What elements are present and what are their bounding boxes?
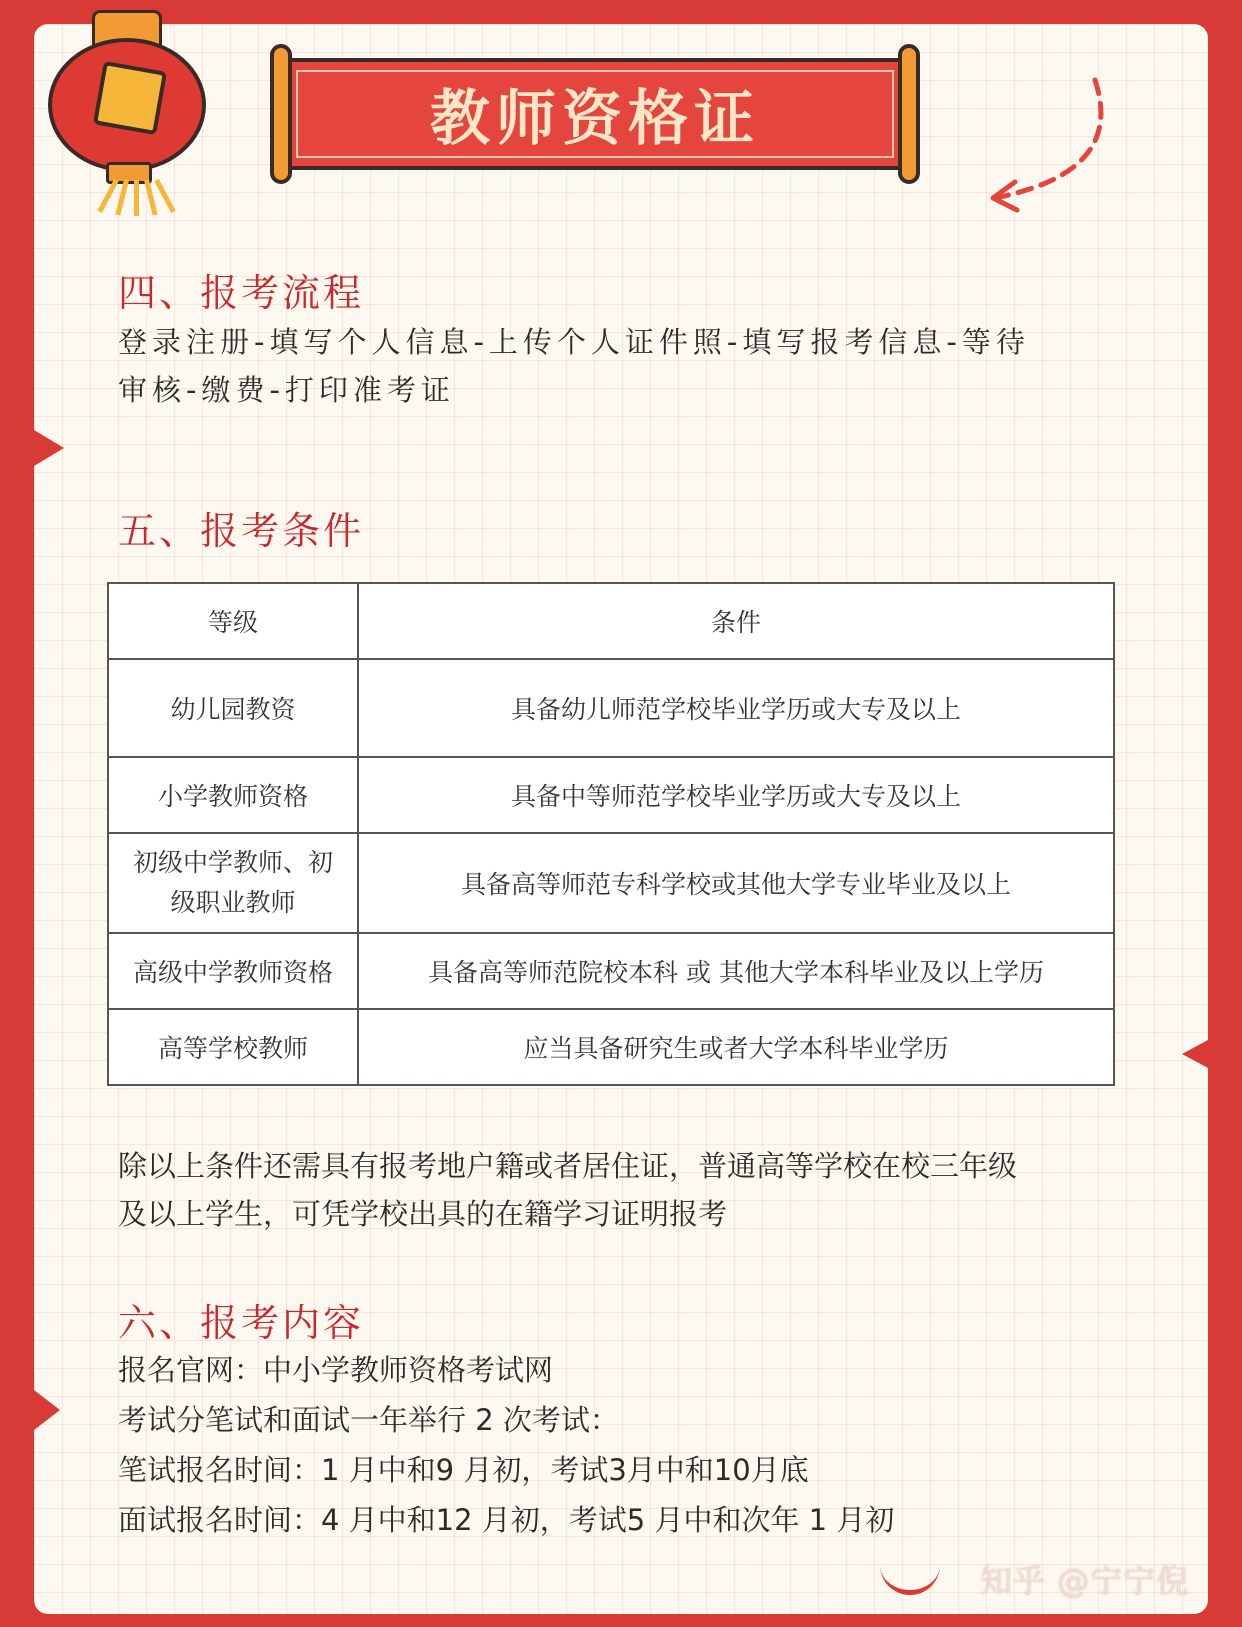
table-header-row (108, 583, 1114, 659)
scroll-body (286, 58, 904, 170)
table-cell-level-line-1: 初级中学教师、初 (132, 848, 333, 877)
watermark: 知乎 @宁宁倪 (980, 1562, 1190, 1600)
table-cell-condition: 具备幼儿师范学校毕业学历或大专及以上 (358, 659, 1114, 757)
table-cell-level: 幼儿园教资 (108, 659, 358, 757)
lantern-seal (93, 61, 167, 135)
lantern-tassel (154, 179, 175, 213)
table-cell-condition: 应当具备研究生或者大学本科毕业学历 (358, 1009, 1114, 1085)
table-row (108, 833, 1114, 933)
conditions-note-line-2: 及以上学生，可凭学校出具的在籍学习证明报考 (118, 1197, 728, 1231)
table-cell-level: 高级中学教师资格 (108, 933, 358, 1009)
table-header-level: 等级 (108, 583, 358, 659)
content-line-2: 考试分笔试和面试一年举行 2 次考试： (118, 1403, 619, 1437)
dashed-arrow-icon (985, 70, 1125, 220)
table-cell-level: 高等学校教师 (108, 1009, 358, 1085)
content-line-1: 报名官网：中小学教师资格考试网 (118, 1353, 554, 1387)
table-cell-level (108, 833, 358, 933)
torn-edge-left-top (34, 430, 64, 466)
table-row (108, 933, 1114, 1009)
process-line-1: 登录注册-填写个人信息-上传个人证件照-填写报考信息-等待 (118, 325, 1030, 359)
table-row (108, 757, 1114, 833)
lantern-tassel (115, 179, 129, 215)
table-cell-level: 小学教师资格 (108, 757, 358, 833)
scroll-rod-left (270, 44, 292, 184)
conditions-table (107, 582, 1115, 1086)
torn-edge-right (1182, 1040, 1208, 1068)
process-line-2: 审核-缴费-打印准考证 (118, 373, 455, 407)
table-row (108, 659, 1114, 757)
section-4-title: 四、报考流程 (118, 271, 365, 315)
lantern-tassel (134, 180, 139, 216)
lantern-tassel (97, 179, 118, 213)
lantern-icon (40, 0, 210, 220)
content-line-4: 面试报名时间：4 月中和12 月初，考试5 月中和次年 1 月初 (118, 1503, 895, 1537)
scroll-inner-frame (296, 70, 894, 158)
section-6-title: 六、报考内容 (118, 1301, 365, 1345)
torn-edge-left-bottom (34, 1390, 60, 1430)
table-cell-condition: 具备中等师范学校毕业学历或大专及以上 (358, 757, 1114, 833)
table-header-condition: 条件 (358, 583, 1114, 659)
content-line-3: 笔试报名时间：1 月中和9 月初，考试3月中和10月底 (118, 1453, 809, 1487)
section-5-title: 五、报考条件 (118, 509, 365, 553)
conditions-note-line-1: 除以上条件还需具有报考地户籍或者居住证，普通高等学校在校三年级 (118, 1149, 1018, 1183)
table-cell-condition: 具备高等师范专科学校或其他大学专业毕业及以上 (358, 833, 1114, 933)
page-title: 教师资格证 (430, 84, 760, 154)
table-cell-level-line-2: 级职业教师 (170, 888, 296, 917)
table-row (108, 1009, 1114, 1085)
table-cell-condition: 具备高等师范院校本科 或 其他大学本科毕业及以上学历 (358, 933, 1114, 1009)
title-scroll-banner (270, 44, 920, 184)
scroll-rod-right (898, 44, 920, 184)
